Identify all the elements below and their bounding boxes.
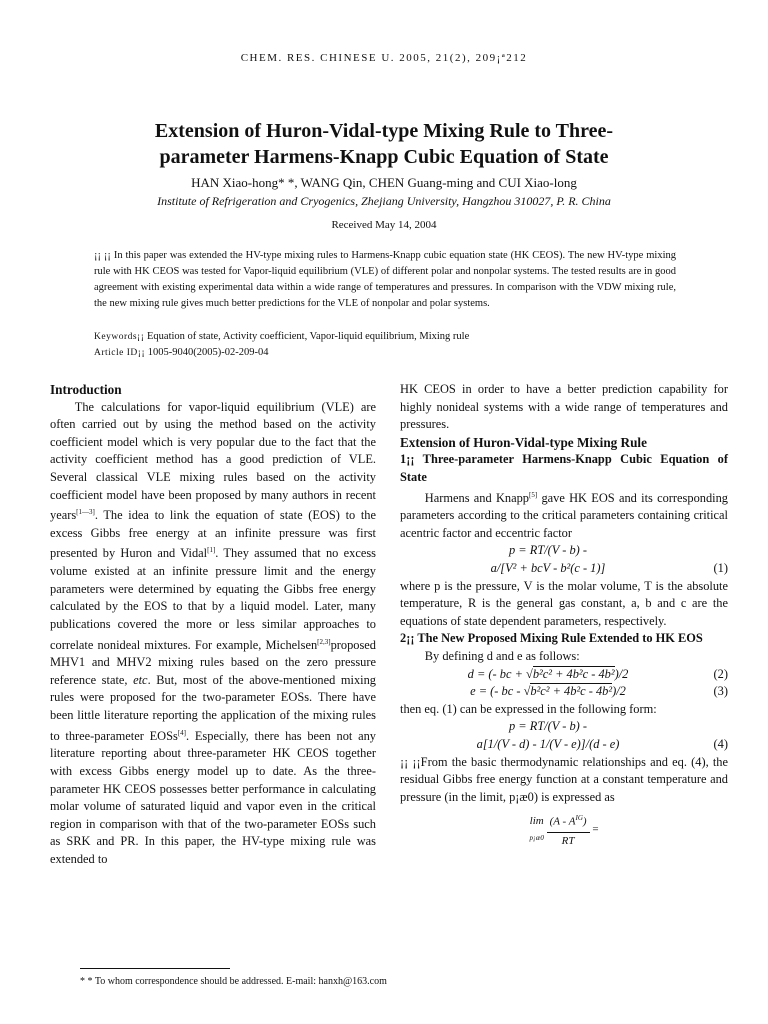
- intro-text-3: . They assumed that no excess volume existed at an infinite pressure limit and the energy parameters were determined by equating the Gibbs free energy calculated by the EOS to that by a liquid model. Later, many publications covered the more or less similar approaches to correlate nonideal mixtures. For example, Michelsen: [50, 546, 376, 652]
- equation-1-line-2: a/[V² + bcV - b²(c - 1)] (1): [400, 560, 728, 578]
- where-paragraph: where p is the pressure, V is the molar volume, T is the absolute temperature, R is the general gas constant, a, b and c are the equations of state dependent parameters, respectively.: [400, 578, 728, 628]
- sub1-text-a: Harmens and Knapp: [424, 490, 529, 505]
- equation-1-number: (1): [713, 561, 728, 576]
- equation-4-number: (4): [713, 737, 728, 751]
- section-heading: Extension of Huron-Vidal-type Mixing Rule: [400, 434, 647, 450]
- citation-5: [5]: [529, 490, 538, 499]
- subsection-1-heading: 1¡¡ Three-parameter Harmens-Knapp Cubic Equation of State: [400, 452, 728, 484]
- affiliation: Institute of Refrigeration and Cryogenics, Zhejiang University, Hangzhou 310027, P. R. China: [157, 194, 611, 208]
- subsection-2-text: By defining d and e as follows:: [424, 649, 580, 664]
- equation-2-radicand: b²c² + 4b²c - 4b²: [532, 666, 615, 681]
- citation-1: [1]: [207, 546, 216, 555]
- right-column: [400, 381, 728, 850]
- authors: HAN Xiao-hong* *, WANG Qin, CHEN Guang-ming and CUI Xiao-long: [191, 175, 577, 190]
- article-id-text: 1005-9040(2005)-02-209-04: [147, 347, 269, 358]
- gibbs-paragraph: ¡¡ ¡¡From the basic thermodynamic relationships and eq. (4), the residual Gibbs free energy function at a constant temperature and pressure (in the limit, p¡æ0) is expressed as: [400, 754, 728, 804]
- article-id-label: Article ID¡¡: [94, 348, 146, 358]
- received-date: Received May 14, 2004: [331, 219, 437, 231]
- intro-text-1: The calculations for vapor-liquid equilibrium (VLE) are often carried out by using the method based on the activity coefficient model which is very popular due to the fact that the activity coefficient method has a good prediction of VLE. Several classical VLE mixing rules based on the activity coefficient model have been proposed by many authors in recent years: [50, 399, 376, 523]
- limit-subscript: p¡æ0: [529, 834, 544, 843]
- keywords: [94, 331, 676, 342]
- intro-text-2: . The idea to link the equation of state (EOS) to the excess Gibbs free energy at an infinite pressure was first presented by Huron and Vidal: [50, 508, 376, 561]
- equation-2-number: (2): [713, 666, 728, 681]
- limit-expression: lim p¡æ0 $\frac{(A - A^{IG})}{RT}$ =: [400, 810, 728, 850]
- equation-3: e = (- bc - √b²c² + 4b²c - 4b²)/2 (3): [400, 683, 728, 701]
- footnote: * * To whom correspondence should be addressed. E-mail: hanxh@163.com: [80, 976, 387, 987]
- equation-4-line-2: a[1/(V - d) - 1/(V - e)]/(d - e) (4): [400, 736, 728, 754]
- abstract-lead: ¡¡ ¡¡: [94, 250, 111, 261]
- equation-4-line-1: p = RT/(V - b) -: [509, 719, 587, 734]
- paper-title: [60, 118, 708, 170]
- title-line-1: Extension of Huron-Vidal-type Mixing Rule to Three-: [154, 120, 614, 142]
- intro-text-5: . But, most of the above-mentioned mixing rules were proposed for the two-parameter EOSs. There have been little literature reporting the application of the mixing rules to three-parameter EOSs: [50, 672, 376, 743]
- intro-text-6: . Especially, there has been not any literature reporting about three-parameter HK CEOS together with excess Gibbs energy model up to date. As the three-parameter HK CEOS possesses better performance in calculating molar volume of saturated liquid and vapor even in the critical region in comparison with that of the two-parameter EOSs such as SRK and PR. In this paper, the HV-type mixing rule was extended to: [50, 728, 376, 866]
- left-column: [50, 381, 376, 869]
- abstract: [94, 248, 676, 312]
- then-paragraph: then eq. (1) can be expressed in the following form:: [400, 701, 657, 716]
- equation-3-number: (3): [713, 684, 728, 699]
- article-id: [94, 347, 676, 358]
- limit-label: lim: [529, 814, 544, 827]
- abstract-text: In this paper was extended the HV-type mixing rules to Harmens-Knapp cubic equation state (HK CEOS). The new HV-type mixing rule with HK CEOS was tested for Vapor-liquid equilibrium (VLE) of different polar and nonpolar systems. The tested results are in good agreement with existing experimental data within a wide range of temperatures and pressures. In comparison with the VDW mixing rule, the new mixing rule gives much better predictions for the VLE of nonpolar and polar systems.: [94, 250, 676, 309]
- citation-2-3: [2,3]: [317, 637, 331, 646]
- keywords-text: Equation of state, Activity coefficient, Vapor-liquid equilibrium, Mixing rule: [147, 331, 470, 342]
- equation-3-radicand: b²c² + 4b²c - 4b²: [530, 684, 613, 699]
- running-head: CHEM. RES. CHINESE U. 2005, 21(2), 209¡ª212: [240, 52, 528, 64]
- subsection-1-text: [400, 487, 728, 543]
- intro-text-4: proposed MHV1 and MHV2 mixing rules based on the zero pressure reference state,: [50, 637, 376, 687]
- subsection-2-heading: 2¡¡ The New Proposed Mixing Rule Extended to HK EOS: [400, 631, 703, 646]
- footnote-rule: [80, 968, 230, 969]
- intro-continuation: HK CEOS in order to have a better prediction capability for highly nonideal systems with a wide range of temperatures and pressures.: [400, 382, 728, 432]
- citation-4: [4]: [177, 728, 186, 737]
- introduction-paragraph: [50, 399, 376, 869]
- keywords-label: Keywords¡¡: [94, 332, 145, 342]
- equation-2: d = (- bc + √b²c² + 4b²c - 4b²)/2 (2): [400, 666, 728, 684]
- citation-1-3: [1—3]: [76, 508, 95, 517]
- equation-1-line-1: p = RT/(V - b) -: [509, 543, 587, 558]
- sub1-text-b: gave HK EOS and its corresponding parameters according to the critical parameters containing critical acentric factor and eccentric factor: [400, 490, 728, 540]
- introduction-heading: Introduction: [50, 382, 122, 397]
- etc-italic: etc: [133, 672, 148, 687]
- title-line-2: parameter Harmens-Knapp Cubic Equation of State: [159, 146, 609, 168]
